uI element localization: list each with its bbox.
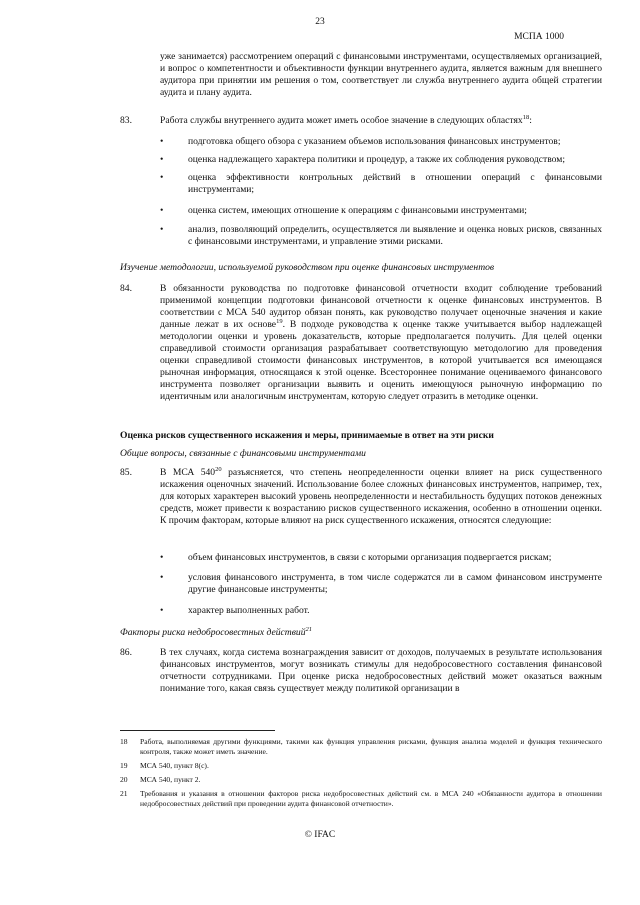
footnote-ref-18[interactable]: 18: [522, 113, 530, 121]
bullet-icon: •: [160, 224, 164, 235]
footnote-text: МСА 540, пункт 8(c).: [140, 761, 209, 770]
footnote-number: 20: [120, 775, 128, 784]
page-number: 23: [315, 17, 325, 27]
footnote-number: 19: [120, 761, 128, 770]
footnote-ref-20[interactable]: 20: [215, 465, 222, 473]
paragraph-83-text: Работа службы внутреннего аудита может иметь особое значение в следующих областях$^{18}$:: [160, 113, 532, 126]
paragraph-85-number: 85.: [120, 467, 132, 478]
continued-paragraph: уже занимается) рассмотрением операций с финансовыми инструментами, осуществляемых организацией, и вопрос о компетентности и объективности функции внутреннего аудита, является важным для внешнего аудитора при принятии им решения о том, соответствует ли служба внутреннего аудита общей стратегии аудита и плану аудита.: [160, 51, 602, 98]
footnote-ref-21[interactable]: 21: [305, 625, 312, 633]
paragraph-84-text: В обязанности руководства по подготовке финансовой отчетности входит соблюдение требований применимой концепции подготовки финансовой отчетности к оценке финансовых инструментов. В соответствии с МСА 540 аудитор обязан понять, как руководство получает оценочные значения и какие данные лежат в их основе$^{19}$. В подходе руководства к оценке также учитывается выбор надлежащей методологии оценки и уровень доказательств, которые предполагается получить. Для целей оценки справедливой стоимости организация разрабатывает соответствующую методологию для проведения оценки справедливой стоимости финансовых инструментов, в которой учитывается вся имеющаяся рыночная информация, относящаяся к этой оценке. Всестороннее понимание оцениваемого финансового инструмента позволяет организации выявить и оценить имеющуюся рыночную информацию по идентичным или аналогичным инструментам, которую следует отразить в методике оценки.: [160, 283, 603, 402]
paragraph-86-number: 86.: [120, 647, 132, 658]
bullet-icon: •: [160, 572, 164, 583]
bullet-icon: •: [160, 154, 164, 165]
paragraph-84-number: 84.: [120, 283, 132, 294]
paragraph-83-bullet: подготовка общего обзора с указанием объемов использования финансовых инструментов;: [188, 136, 561, 147]
paragraph-83-bullet: оценка надлежащего характера политики и процедур, а также их соблюдения руководством;: [188, 154, 566, 165]
footnote-number: 18: [120, 737, 128, 746]
footnote-ref-19[interactable]: 19: [276, 317, 283, 325]
paragraph-85-text: В МСА $540^{20}$ разъясняется, что степень неопределенности оценки влияет на риск существенного искажения оценочных значений. Использование более сложных финансовых инструментов, например, тех, для которых характерен высокий уровень неопределенности и нестабильность будущих потоков денежных средств, может привести к возрастанию рисков существенного искажения, особенно в отношении оценки. К прочим факторам, которые влияют на риск существенного искажения, относятся следующие:: [160, 465, 603, 526]
bullet-icon: •: [160, 136, 164, 147]
footer-copyright: © IFAC: [304, 830, 336, 840]
subheading-general-issues: Общие вопросы, связанные с финансовыми инструментами: [120, 448, 366, 459]
paragraph-83-number: 83.: [120, 115, 132, 126]
section-heading: Оценка рисков существенного искажения и меры, принимаемые в ответ на эти риски: [120, 430, 494, 441]
paragraph-85-bullet: объем финансовых инструментов, в связи с которыми организация подвергается рискам;: [188, 552, 552, 563]
paragraph-83-bullet: оценка эффективности контрольных действий в отношении операций с финансовыми инструментами;: [188, 172, 602, 195]
paragraph-83-bullet: оценка систем, имеющих отношение к операциям с финансовыми инструментами;: [188, 205, 527, 216]
subheading-valuation-methodology: Изучение методологии, используемой руководством при оценке финансовых инструментов: [120, 262, 495, 273]
paragraph-83-bullet: анализ, позволяющий определить, осуществляется ли выявление и оценка новых рисков, связанных с финансовыми инструментами, и управление этими рисками.: [188, 224, 602, 247]
footnote-text: Требования и указания в отношении факторов риска недобросовестных действий см. в МСА 240 «Обязанности аудитора в отношении недобросовестных действий при проведении аудита финансовой отчетности».: [140, 789, 602, 808]
footnote-number: 21: [120, 789, 128, 798]
paragraph-85-bullet: условия финансового инструмента, в том числе содержатся ли в самом финансовом инструменте другие финансовые инструменты;: [188, 572, 602, 595]
bullet-icon: •: [160, 552, 164, 563]
bullet-icon: •: [160, 172, 164, 183]
bullet-icon: •: [160, 205, 164, 216]
paragraph-86-text: В тех случаях, когда система вознаграждения зависит от доходов, получаемых в результате использования финансовых инструментов, могут возникать стимулы для недобросовестного составления финансовой отчетности сотрудниками. При оценке риска недобросовестных действий может оказаться важным понимание того, какая связь существует между политикой организации в: [160, 647, 602, 694]
document-code: МСПА 1000: [514, 32, 564, 42]
footnote-text: Работа, выполняемая другими функциями, такими как функция управления рисками, функция анализа моделей и функция технического контроля, также может иметь значение.: [140, 737, 602, 756]
paragraph-85-bullet: характер выполненных работ.: [188, 605, 310, 616]
bullet-icon: •: [160, 605, 164, 616]
footnote-text: МСА 540, пункт 2.: [140, 775, 201, 784]
footnote-separator: [120, 730, 275, 731]
subheading-fraud-risk-factors: Факторы риска недобросовестных действий$^{21}$: [120, 625, 312, 638]
